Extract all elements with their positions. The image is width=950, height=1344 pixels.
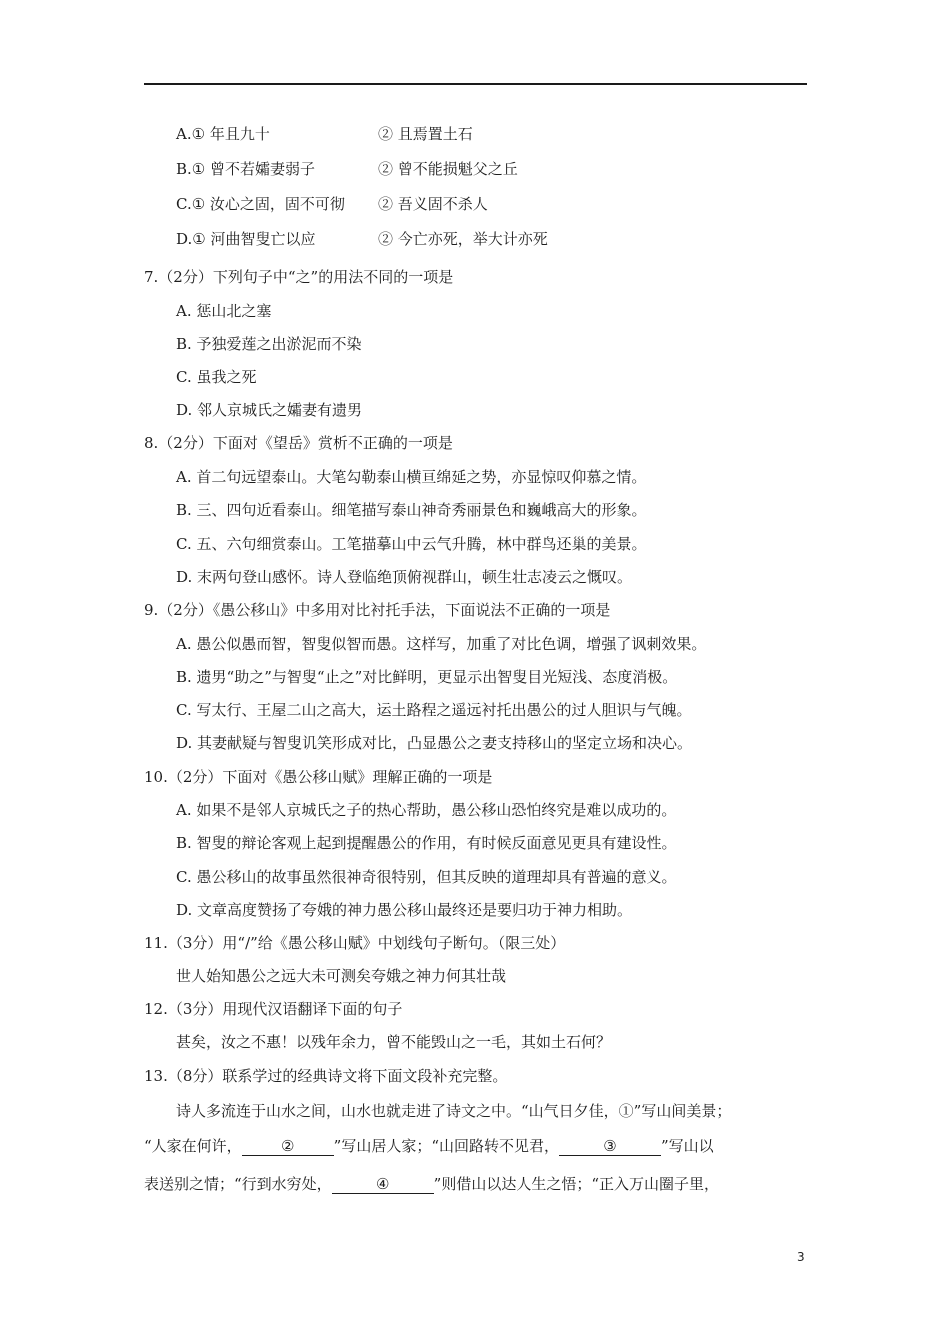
q9-option-c: C. 写太行、王屋二山之高大，运土路程之遥远衬托出愚公的过人胆识与气魄。 (176, 701, 692, 719)
q13-line3 (144, 1174, 719, 1194)
q6-option-b1: B.① 曾不若孀妻弱子 (176, 160, 316, 178)
q12-text: 甚矣，汝之不惠！以残年余力，曾不能毁山之一毛，其如土石何？ (176, 1033, 612, 1051)
q13-stem: 13.（8分）联系学过的经典诗文将下面文段补充完整。 (144, 1067, 508, 1085)
q8-option-c: C. 五、六句细赏泰山。工笔描摹山中云气升腾，林中群鸟还巢的美景。 (176, 535, 647, 553)
q9-option-a: A. 愚公似愚而智，智叟似智而愚。这样写，加重了对比色调，增强了讽刺效果。 (176, 635, 707, 653)
q13-line2-text-c: ”写山以 (661, 1137, 714, 1155)
q13-line2-text-a: “人家在何许， (144, 1137, 242, 1155)
q8-option-b: B. 三、四句近看泰山。细笔描写泰山神奇秀丽景色和巍峨高大的形象。 (176, 501, 647, 519)
header-rule (144, 83, 807, 85)
q10-option-a: A. 如果不是邻人京城氏之子的热心帮助，愚公移山恐怕终究是难以成功的。 (176, 801, 677, 819)
q9-option-b: B. 遗男“助之”与智叟“止之”对比鲜明，更显示出智叟目光短浅、态度消极。 (176, 668, 678, 686)
q7-option-c: C. 虽我之死 (176, 368, 257, 386)
page-number: 3 (797, 1250, 805, 1264)
q8-option-d: D. 末两句登山感怀。诗人登临绝顶俯视群山，顿生壮志凌云之慨叹。 (176, 568, 633, 586)
q7-stem: 7.（2分）下列句子中“之”的用法不同的一项是 (144, 268, 454, 286)
q7-option-b: B. 予独爱莲之出淤泥而不染 (176, 335, 362, 353)
q13-line1: 诗人多流连于山水之间，山水也就走进了诗文之中。“山气日夕佳，①”写山间美景； (176, 1102, 732, 1120)
q6-option-a2: ② 且焉置土石 (378, 125, 473, 143)
q6-option-a1: A.① 年且九十 (176, 125, 270, 143)
q13-line2 (144, 1136, 714, 1156)
q13-blank-2: ② (242, 1137, 334, 1156)
q13-line3-text-b: ”则借山以达人生之悟；“正入万山圈子里， (433, 1175, 720, 1193)
q10-option-c: C. 愚公移山的故事虽然很神奇很特别，但其反映的道理却具有普遍的意义。 (176, 868, 677, 886)
q10-stem: 10.（2分）下面对《愚公移山赋》理解正确的一项是 (144, 768, 493, 786)
q9-stem: 9.（2分）《愚公移山》中多用对比衬托手法，下面说法不正确的一项是 (144, 601, 611, 619)
q11-stem: 11.（3分）用“/”给《愚公移山赋》中划线句子断句。（限三处） (144, 934, 566, 952)
q10-option-d: D. 文章高度赞扬了夸娥的神力愚公移山最终还是要归功于神力相助。 (176, 901, 633, 919)
q7-option-d: D. 邻人京城氏之孀妻有遗男 (176, 401, 363, 419)
q6-option-b2: ② 曾不能损魁父之丘 (378, 160, 518, 178)
q13-line2-text-b: ”写山居人家；“山回路转不见君， (333, 1137, 560, 1155)
q8-stem: 8.（2分）下面对《望岳》赏析不正确的一项是 (144, 434, 453, 452)
q6-option-d2: ② 今亡亦死，举大计亦死 (378, 230, 548, 248)
q13-blank-4: ④ (332, 1175, 434, 1194)
q6-option-c1: C.① 汝心之固，固不可彻 (176, 195, 345, 213)
q7-option-a: A. 惩山北之塞 (176, 302, 272, 320)
q13-line3-text-a: 表送别之情；“行到水穷处， (144, 1175, 332, 1193)
q8-option-a: A. 首二句远望泰山。大笔勾勒泰山横亘绵延之势，亦显惊叹仰慕之情。 (176, 468, 647, 486)
q9-option-d: D. 其妻献疑与智叟讥笑形成对比，凸显愚公之妻支持移山的坚定立场和决心。 (176, 734, 693, 752)
q11-text: 世人始知愚公之远大未可测矣夸娥之神力何其壮哉 (176, 967, 507, 985)
q12-stem: 12.（3分）用现代汉语翻译下面的句子 (144, 1000, 403, 1018)
q6-option-d1: D.① 河曲智叟亡以应 (176, 230, 316, 248)
q6-option-c2: ② 吾义固不杀人 (378, 195, 488, 213)
q13-blank-3: ③ (559, 1137, 661, 1156)
q10-option-b: B. 智叟的辩论客观上起到提醒愚公的作用，有时候反面意见更具有建设性。 (176, 834, 677, 852)
